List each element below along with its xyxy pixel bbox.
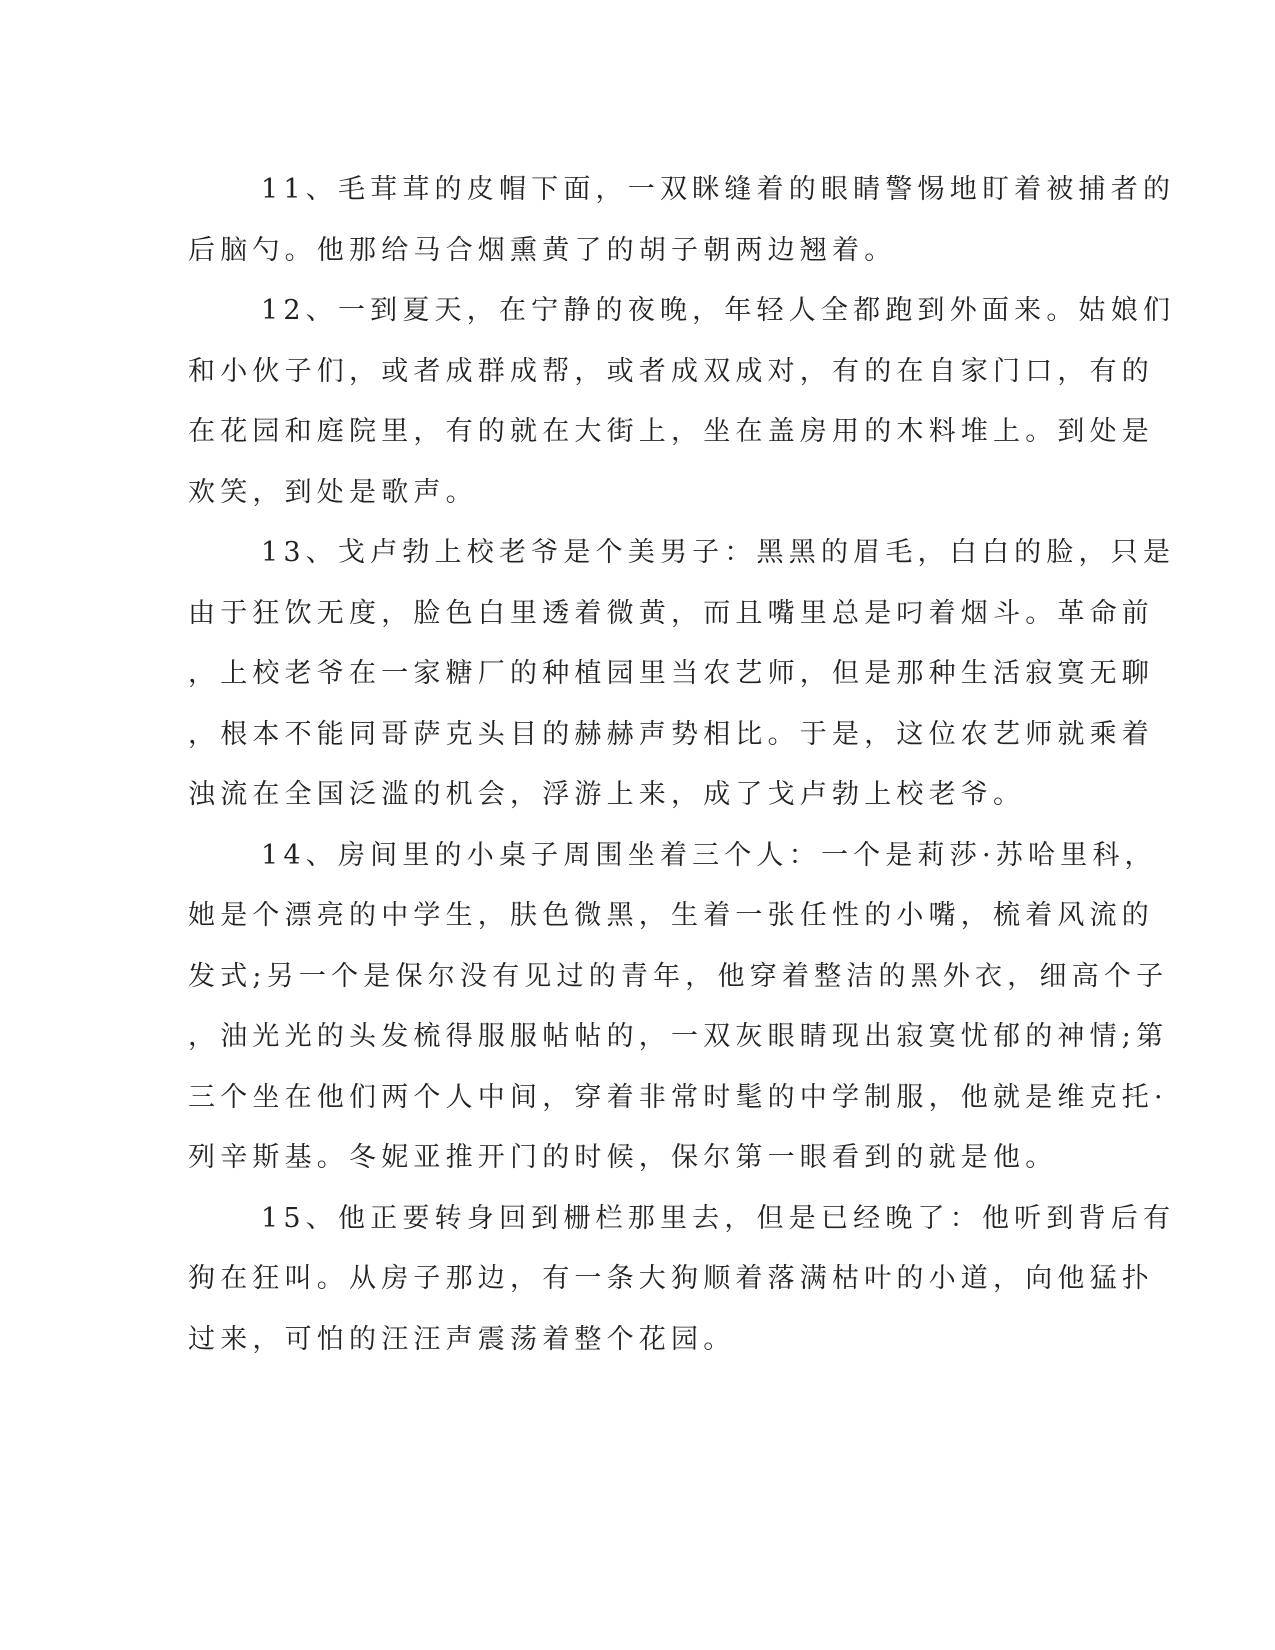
text-line: 列辛斯基。冬妮亚推开门的时候，保尔第一眼看到的就是他。: [188, 1142, 1058, 1173]
paragraph-13: [188, 523, 1176, 826]
text-line: ，上校老爷在一家糖厂的种植园里当农艺师，但是那种生活寂寞无聊: [188, 658, 1154, 689]
text-line: 13、戈卢勃上校老爷是个美男子：黑黑的眉毛，白白的脸，只是: [261, 537, 1176, 568]
document-body: [188, 160, 1176, 1370]
text-line: 过来，可怕的汪汪声震荡着整个花园。: [188, 1323, 736, 1355]
text-line: 14、房间里的小桌子周围坐着三个人：一个是莉莎·苏哈里科，: [261, 839, 1157, 871]
text-line: 后脑勺。他那给马合烟熏黄了的胡子朝两边翘着。: [188, 234, 897, 266]
text-line: 由于狂饮无度，脸色白里透着微黄，而且嘴里总是叼着烟斗。革命前: [188, 597, 1154, 629]
text-line: 15、他正要转身回到栅栏那里去，但是已经晚了：他听到背后有: [261, 1202, 1176, 1234]
paragraph-14: [188, 826, 1169, 1189]
text-line: ，根本不能同哥萨克头目的赫赫声势相比。于是，这位农艺师就乘着: [188, 718, 1154, 750]
paragraph-12: [188, 281, 1176, 523]
text-line: 12、一到夏天，在宁静的夜晚，年轻人全都跑到外面来。姑娘们: [261, 295, 1176, 326]
text-line: 发式;另一个是保尔没有见过的青年，他穿着整洁的黑外衣，细高个子: [188, 960, 1169, 992]
text-line: 狗在狂叫。从房子那边，有一条大狗顺着落满枯叶的小道，向他猛扑: [188, 1263, 1154, 1294]
text-line: 在花园和庭院里，有的就在大街上，坐在盖房用的木料堆上。到处是: [188, 416, 1154, 447]
text-line: 三个坐在他们两个人中间，穿着非常时髦的中学制服，他就是维克托·: [188, 1081, 1168, 1113]
text-line: 11、毛茸茸的皮帽下面，一双眯缝着的眼睛警惕地盯着被捕者的: [261, 174, 1176, 205]
paragraph-11: [188, 160, 1176, 281]
text-line: 浊流在全国泛滥的机会，浮游上来，成了戈卢勃上校老爷。: [188, 779, 1026, 810]
text-line: 和小伙子们，或者成群成帮，或者成双成对，有的在自家门口，有的: [188, 355, 1154, 387]
text-line: 她是个漂亮的中学生，肤色微黑，生着一张任性的小嘴，梳着风流的: [188, 900, 1154, 931]
text-line: 欢笑，到处是歌声。: [188, 476, 478, 508]
text-line: ，油光光的头发梳得服服帖帖的，一双灰眼睛现出寂寞忧郁的神情;第: [188, 1021, 1169, 1052]
paragraph-15: [188, 1189, 1176, 1371]
